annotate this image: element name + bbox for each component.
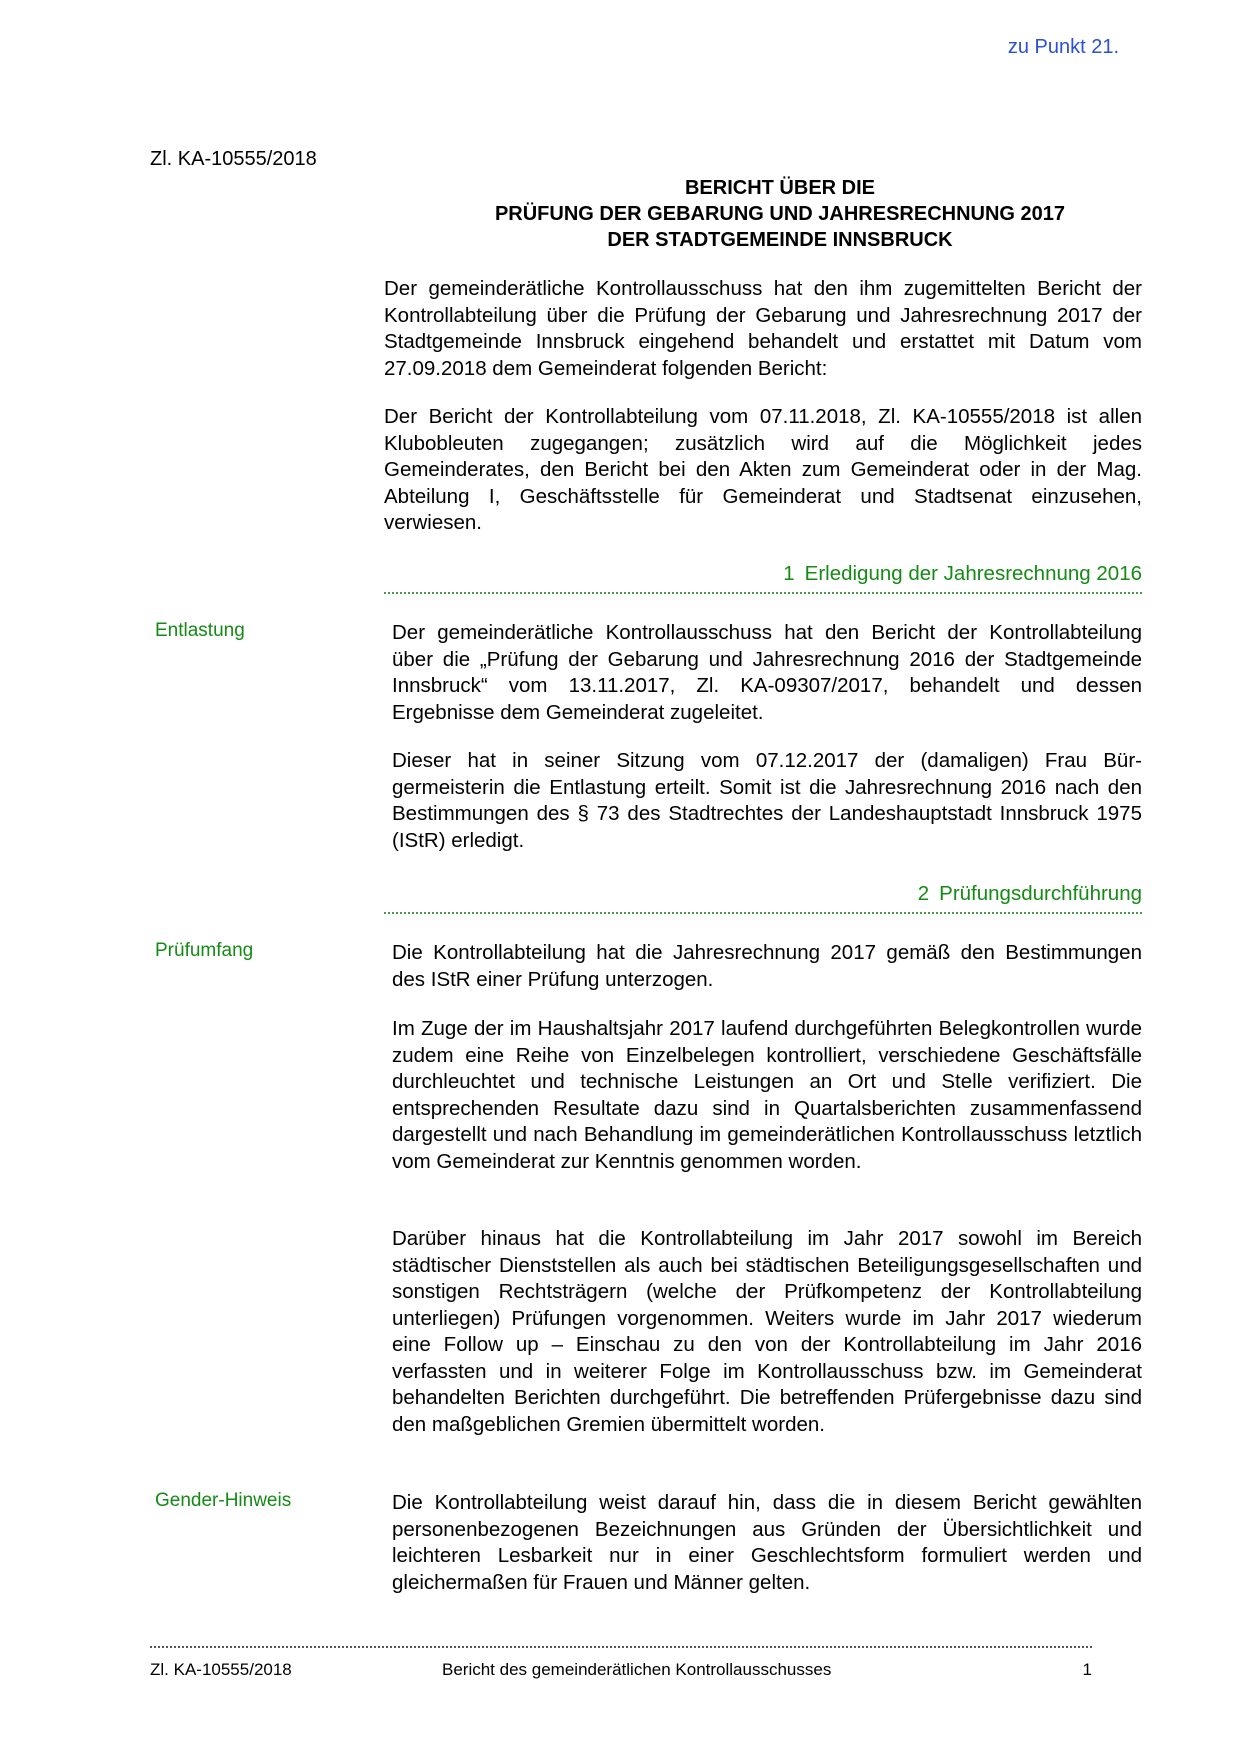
title-line-2: PRÜFUNG DER GEBARUNG UND JAHRESRECHNUNG 2017 — [494, 203, 1066, 225]
section-1-paragraph-1: Der gemeinderätliche Kontrollausschuss hat den Bericht der Kontrollabteilung über die „Prüfung der Gebarung und Jahresrechnung 2016 der Stadtgemeinde Innsbruck“ vom 13.11.2017, Zl. KA-09307/2017, behandelt und dessen Ergebnisse dem Gemeinderat zugeleitet. — [392, 621, 1142, 724]
side-label-gender-hinweis: Gender-Hinweis — [155, 1490, 292, 1511]
section-1-heading — [384, 558, 1142, 594]
section-2-paragraph-3: Darüber hinaus hat die Kontrollabteilung im Jahr 2017 sowohl im Bereich städtischer Dienststellen als auch bei städtischen Beteiligungsgesellschaften und sonstigen Rechtsträgern (welche der Prüfkompetenz der Kontrollabteilung unterliegen) Prüfungen vorgenommen. Weiters wurde im Jahr 2017 wiederum eine Follow up – Einschau zu den von der Kontrollabteilung im Jahr 2016 verfassten und in weiterer Folge im Kontrollausschuss bzw. im Gemeinderat behandelten Berichten durchgeführt. Die betreffenden Prüfergebnisse dazu sind den maßgeblichen Gremien übermittelt worden. — [392, 1227, 1142, 1436]
section-2-number: 2 — [917, 882, 930, 905]
section-1-paragraph-2: Dieser hat in seiner Sitzung vom 07.12.2017 der (damaligen) Frau Bürgermeisterin die Entlastung erteilt. Somit ist die Jahresrechnung 2016 nach den Bestimmungen des § 73 des Stadtrechtes der Landeshauptstadt Innsbruck 1975 (IStR) erledigt. — [392, 749, 1142, 852]
title-line-3: DER STADTGEMEINDE INNSBRUCK — [607, 229, 953, 251]
intro-paragraph-2: Der Bericht der Kontrollabteilung vom 07.11.2018, Zl. KA-10555/2018 ist allen Klubobleuten zugegangen; zusätzlich wird auf die Möglichkeit jedes Gemeinderates, den Bericht bei den Akten zum Gemeinderat oder in der Mag. Abteilung I, Geschäftsstelle für Gemeinderat und Stadtsenat einzusehen, verwiesen. — [384, 405, 1142, 534]
section-2-paragraph-2: Im Zuge der im Haushaltsjahr 2017 laufend durchgeführten Belegkontrollen wurde zudem eine Reihe von Einzelbelegen kontrolliert, verschiedene Geschäftsfälle durchleuchtet und technische Leistungen an Ort und Stelle verifiziert. Die entsprechenden Resultate dazu sind in Quartalsberichten zusammenfassend dargestellt und nach Behandlung im gemeinderätlichen Kontrollausschuss letztlich vom Gemeinderat zur Kenntnis genommen worden. — [392, 1017, 1142, 1173]
side-label-pruefumfang: Prüfumfang — [155, 940, 254, 961]
footer-doc-number: Zl. KA-10555/2018 — [150, 1660, 292, 1679]
agenda-reference: zu Punkt 21. — [1007, 36, 1119, 58]
side-label-entlastung: Entlastung — [155, 620, 245, 641]
section-2-paragraph-1: Die Kontrollabteilung hat die Jahresrechnung 2017 gemäß den Bestimmungen des IStR einer Prüfung unterzogen. — [392, 941, 1142, 991]
section-2-paragraph-4: Die Kontrollabteilung weist darauf hin, dass die in diesem Bericht gewählten personenbezogenen Bezeichnungen aus Gründen der Übersichtlichkeit und leichteren Lesbarkeit nur in einer Geschlechtsform formuliert werden und gleichermaßen für Frauen und Männer gelten. — [392, 1491, 1142, 1594]
section-1-number: 1 — [783, 562, 795, 585]
footer-divider — [150, 1646, 1092, 1648]
section-1-title: Erledigung der Jahresrechnung 2016 — [804, 562, 1142, 585]
section-2-title: Prüfungsdurchführung — [939, 882, 1142, 905]
title-line-1: BERICHT ÜBER DIE — [684, 177, 875, 199]
page-number: 1 — [1082, 1660, 1092, 1679]
report-title — [340, 175, 1220, 253]
footer-title: Bericht des gemeinderätlichen Kontrollausschusses — [442, 1660, 832, 1679]
section-2-heading — [384, 878, 1142, 914]
document-number: Zl. KA-10555/2018 — [150, 148, 317, 170]
intro-paragraph-1: Der gemeinderätliche Kontrollausschuss hat den ihm zugemittelten Bericht der Kontrollabteilung über die Prüfung der Gebarung und Jahresrechnung 2017 der Stadtgemeinde Innsbruck eingehend behandelt und erstattet mit Datum vom 27.09.2018 dem Gemeinderat folgenden Bericht: — [384, 277, 1142, 380]
